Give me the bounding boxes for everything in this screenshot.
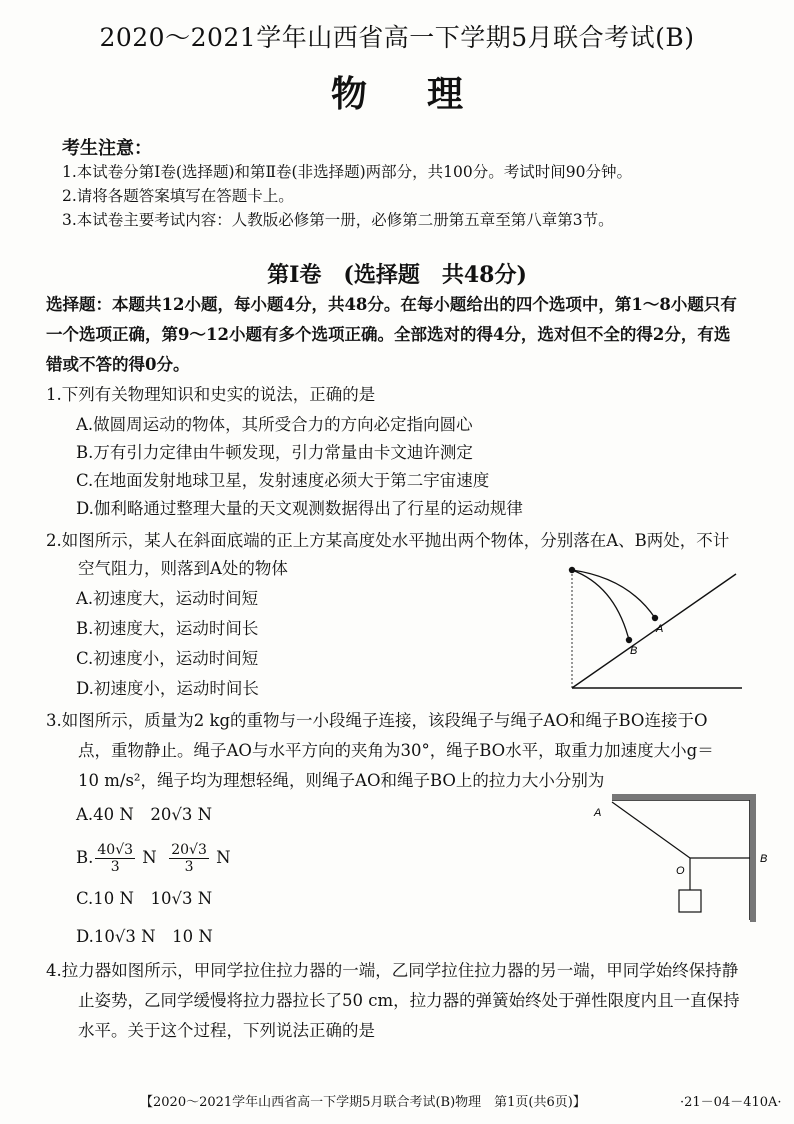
q3-wall-hatch	[750, 798, 756, 922]
q3-stem-line-2: 点，重物静止。绳子AO与水平方向的夹角为30°，绳子BO水平，取重力加速度大小g＝	[78, 741, 714, 760]
q2-point-b	[626, 637, 632, 643]
q3-option-b-unit-2: N	[216, 848, 231, 867]
notice-item-2: 2.请将各题答案填写在答题卡上。	[62, 187, 294, 205]
q4-stem-line-1: 4.拉力器如图所示，甲同学拉住拉力器的一端，乙同学拉住拉力器的另一端，甲同学始终保持静	[46, 961, 739, 980]
q4-stem-line-2: 止姿势，乙同学缓慢将拉力器拉长了50 cm，拉力器的弹簧始终处于弹性限度内且一直保持	[78, 991, 740, 1010]
q2-option-c: C.初速度小，运动时间短	[76, 649, 259, 668]
q1-option-a: A.做圆周运动的物体，其所受合力的方向必定指向圆心	[76, 415, 473, 434]
q3-frac2-numerator: 20√3	[171, 842, 207, 858]
section-title: 第Ⅰ卷 (选择题 共48分)	[267, 262, 527, 288]
q3-weight-block	[679, 890, 701, 912]
q3-frac2-denominator: 3	[184, 859, 194, 875]
q3-figure-ropes	[590, 790, 780, 930]
exam-title: 2020～2021学年山西省高一下学期5月联合考试(B)	[99, 23, 695, 52]
q3-option-b-fraction-1	[95, 842, 135, 875]
q1-option-c: C.在地面发射地球卫星，发射速度必须大于第二宇宙速度	[76, 471, 490, 490]
q2-point-a	[652, 615, 658, 621]
page-footer: 【2020～2021学年山西省高一下学期5月联合考试(B)物理 第1页(共6页)】	[140, 1095, 586, 1110]
q3-option-b-prefix: B.	[76, 848, 94, 867]
q2-trajectory-a	[572, 570, 655, 618]
q3-label-o: O	[676, 865, 685, 877]
q2-figure-incline	[560, 560, 750, 695]
q2-trajectory-b	[572, 570, 629, 640]
q2-label-b: B	[630, 645, 638, 657]
section-intro-line-1: 选择题：本题共12小题，每小题4分，共48分。在每小题给出的四个选项中，第1～8小题只有	[46, 295, 737, 314]
q3-ceiling-hatch	[612, 794, 756, 800]
q3-option-a: A.40 N 20√3 N	[76, 805, 213, 824]
q2-launch-point	[569, 567, 575, 573]
q3-option-c: C.10 N 10√3 N	[76, 889, 213, 908]
q2-option-d: D.初速度小，运动时间长	[76, 679, 259, 698]
paper-code: ·21－04－410A·	[680, 1095, 782, 1110]
notice-heading: 考生注意：	[62, 138, 152, 159]
section-intro-line-2: 一个选项正确，第9～12小题有多个选项正确。全部选对的得4分，选对但不全的得2分，有选	[46, 325, 731, 344]
q1-option-b: B.万有引力定律由牛顿发现，引力常量由卡文迪许测定	[76, 443, 473, 462]
section-intro-line-3: 错或不答的得0分。	[46, 355, 190, 374]
q2-stem-line-1: 2.如图所示，某人在斜面底端的正上方某高度处水平抛出两个物体，分别落在A、B两处，不计	[46, 531, 730, 550]
q3-label-b: B	[760, 853, 768, 865]
q2-incline-line	[572, 574, 736, 688]
q3-frac1-denominator: 3	[110, 859, 120, 875]
section-intro	[46, 290, 754, 380]
q1-option-d: D.伽利略通过整理大量的天文观测数据得出了行星的运动规律	[76, 499, 523, 518]
q3-option-b-unit-1: N	[142, 848, 157, 867]
q3-stem-line-1: 3.如图所示，质量为2 kg的重物与一小段绳子连接，该段绳子与绳子AO和绳子BO连接于O	[46, 711, 708, 730]
q2-option-a: A.初速度大，运动时间短	[76, 589, 259, 608]
q3-label-a: A	[594, 807, 602, 819]
q3-option-b	[76, 838, 231, 878]
q3-option-b-fraction-2	[169, 842, 209, 875]
q2-option-b: B.初速度大，运动时间长	[76, 619, 259, 638]
q3-frac1-numerator: 40√3	[97, 842, 134, 858]
subject-title: 物理	[330, 73, 523, 115]
q2-stem-line-2: 空气阻力，则落到A处的物体	[78, 559, 288, 578]
notice-item-1: 1.本试卷分第Ⅰ卷(选择题)和第Ⅱ卷(非选择题)两部分，共100分。考试时间90分钟。	[62, 163, 632, 181]
q1-stem: 1.下列有关物理知识和史实的说法，正确的是	[46, 385, 376, 404]
notice-item-3: 3.本试卷主要考试内容：人教版必修第一册，必修第二册第五章至第八章第3节。	[62, 211, 614, 229]
q3-rope-ao	[612, 802, 690, 858]
q2-label-a: A	[656, 623, 664, 635]
q3-stem-line-3: 10 m/s²，绳子均为理想轻绳，则绳子AO和绳子BO上的拉力大小分别为	[78, 771, 605, 790]
q3-option-d: D.10√3 N 10 N	[76, 927, 213, 946]
q4-stem-line-3: 水平。关于这个过程，下列说法正确的是	[78, 1021, 375, 1040]
